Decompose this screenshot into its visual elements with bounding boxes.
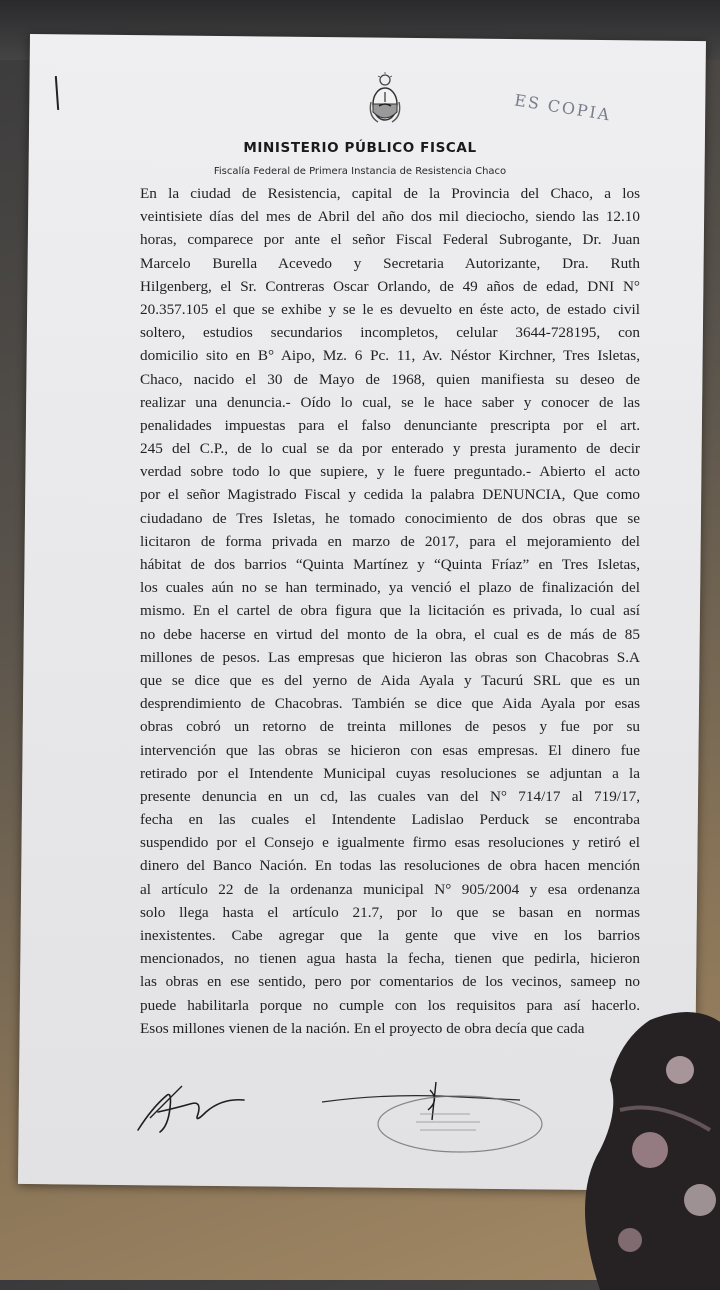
handwritten-signature bbox=[132, 1078, 252, 1138]
text-line: intervención que las obras se hicieron con esas empresas. El dinero fue bbox=[140, 741, 640, 759]
statement-text bbox=[140, 182, 640, 1040]
official-seal-and-signature bbox=[320, 1080, 550, 1170]
office-subheading: Fiscalía Federal de Primera Instancia de Resistencia Chaco bbox=[213, 166, 507, 177]
text-line: verdad sobre todo lo que supiere, y le fuere preguntado.- Abierto el acto bbox=[140, 463, 640, 481]
text-line: millones de pesos. Las empresas que hicieron las obras son Chacobras S.A bbox=[140, 648, 640, 666]
text-line: horas, comparece por ante el señor Fiscal Federal Subrogante, Dr. Juan bbox=[140, 231, 640, 249]
text-line: no debe hacerse en virtud del monto de la obra, el cual es de más de 85 bbox=[140, 625, 640, 643]
text-line: veintisiete días del mes de Abril del año dos mil dieciocho, siendo las 12.10 bbox=[140, 208, 640, 226]
text-line: ciudadano de Tres Isletas, he tomado conocimiento de dos obras que se bbox=[140, 509, 640, 527]
text-line: por el señor Magistrado Fiscal y cedida la palabra DENUNCIA, Que como bbox=[140, 486, 640, 504]
text-line: presente denuncia en un cd, las cuales van del N° 714/17 al 719/17, bbox=[140, 787, 640, 805]
text-line: desprendimiento de Chacobras. También se dice que Aida Ayala por esas bbox=[140, 695, 640, 713]
text-line: Esos millones vienen de la nación. En el proyecto de obra decía que cada bbox=[140, 1019, 585, 1037]
text-line: que se dice que es del yerno de Aida Ayala y Tacurú SRL que es un bbox=[140, 671, 640, 689]
fabric-corner bbox=[560, 1000, 720, 1290]
text-line: las obras en ese sentido, pero por comentarios de los vecinos, sameep no bbox=[140, 973, 640, 991]
text-line: suspendido por el Consejo e igualmente firmo esas resoluciones y retiró el bbox=[140, 834, 640, 852]
text-line: al artículo 22 de la ordenanza municipal N° 905/2004 y esa ordenanza bbox=[140, 880, 640, 898]
text-line: Hilgenberg, el Sr. Contreras Oscar Orlando, de 49 años de edad, DNI N° bbox=[140, 277, 640, 295]
text-line: penalidades impuestas para el falso denunciante prescripta por el art. bbox=[140, 416, 640, 434]
text-line: Marcelo Burella Acevedo y Secretaria Autorizante, Dra. Ruth bbox=[140, 254, 640, 272]
text-line: mencionados, no tienen agua hasta la fecha, tienen que pedirla, hicieron bbox=[140, 950, 640, 968]
text-line: puede habilitarla porque no cumple con los requisitos para así hacerlo. bbox=[140, 996, 640, 1014]
text-line: los cuales aún no se han terminado, ya venció el plazo de finalización del bbox=[140, 579, 640, 597]
text-line: fecha en las cuales el Intendente Ladislao Perduck se encontraba bbox=[140, 811, 640, 829]
text-line: inexistentes. Cabe agregar que la gente que vive en los barrios bbox=[140, 927, 640, 944]
text-line: mismo. En el cartel de obra figura que la licitación es privada, lo cual así bbox=[140, 602, 640, 620]
text-line: obras cobró un retorno de treinta millones de pesos y fue por su bbox=[140, 718, 640, 736]
text-line: realizar una denuncia.- Oído lo cual, se le hace saber y conocer de las bbox=[140, 393, 640, 411]
text-line: domicilio sito en B° Aipo, Mz. 6 Pc. 11, Av. Néstor Kirchner, Tres Isletas, bbox=[140, 347, 640, 365]
text-line: licitaron de forma privada en marzo de 2017, para el mejoramiento del bbox=[140, 532, 640, 550]
text-line: retirado por el Intendente Municipal cuyas resoluciones se adjuntan a la bbox=[140, 764, 640, 782]
text-line: 245 del C.P., de lo cual se da por enterado y presta juramento de decir bbox=[140, 440, 640, 458]
text-line: Chaco, nacido el 30 de Mayo de 1968, quien manifiesta su deseo de bbox=[140, 370, 640, 388]
text-line: hábitat de dos barrios “Quinta Martínez y “Quinta Fríaz” en Tres Isletas, bbox=[140, 556, 640, 573]
ministry-heading: MINISTERIO PÚBLICO FISCAL bbox=[243, 140, 477, 156]
copy-stamp: ES COPIA bbox=[513, 90, 613, 125]
text-line: En la ciudad de Resistencia, capital de la Provincia del Chaco, a los bbox=[140, 185, 640, 202]
text-line: dinero del Banco Nación. En todas las resoluciones de obra hacen mención bbox=[140, 857, 640, 875]
coat-of-arms-icon bbox=[366, 72, 404, 128]
text-line: solo llega hasta el artículo 21.7, por lo que se basan en normas bbox=[140, 903, 640, 921]
text-line: 20.357.105 el que se exhibe y se le es devuelto en éste acto, de estado civil bbox=[140, 300, 640, 318]
text-line: soltero, estudios secundarios incompletos, celular 3644-728195, con bbox=[140, 324, 640, 342]
